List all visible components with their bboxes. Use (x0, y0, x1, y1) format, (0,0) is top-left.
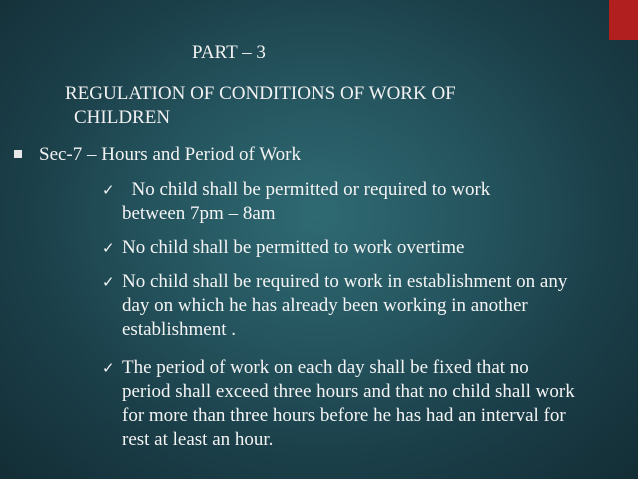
slide-title (65, 82, 456, 130)
checkmark-icon: ✓ (102, 359, 115, 377)
part-heading: PART – 3 (192, 42, 266, 63)
list-item (102, 356, 577, 452)
list-item-text: No child shall be permitted or required to work between 7pm – 8am (122, 179, 491, 224)
checkmark-icon: ✓ (102, 181, 115, 199)
checkmark-icon: ✓ (102, 239, 115, 257)
list-item (102, 270, 597, 342)
section-heading (14, 144, 301, 166)
list-item-text: No child shall be required to work in establishment on any day on which he has already been working in another establishment . (122, 271, 568, 340)
list-item (102, 178, 532, 226)
list-item-text: No child shall be permitted to work overtime (122, 237, 465, 258)
list-item-text: The period of work on each day shall be fixed that no period shall exceed three hours and that no child shall work for more than three hours before he has had an interval for rest at least an hour. (122, 357, 575, 450)
title-line-2: CHILDREN (74, 107, 171, 128)
checkmark-icon: ✓ (102, 273, 115, 291)
title-line-1: REGULATION OF CONDITIONS OF WORK OF (65, 83, 456, 104)
list-item (102, 236, 562, 260)
square-bullet-icon (14, 150, 22, 158)
section-label: Sec-7 – Hours and Period of Work (39, 144, 301, 165)
corner-accent-tab (609, 0, 638, 40)
